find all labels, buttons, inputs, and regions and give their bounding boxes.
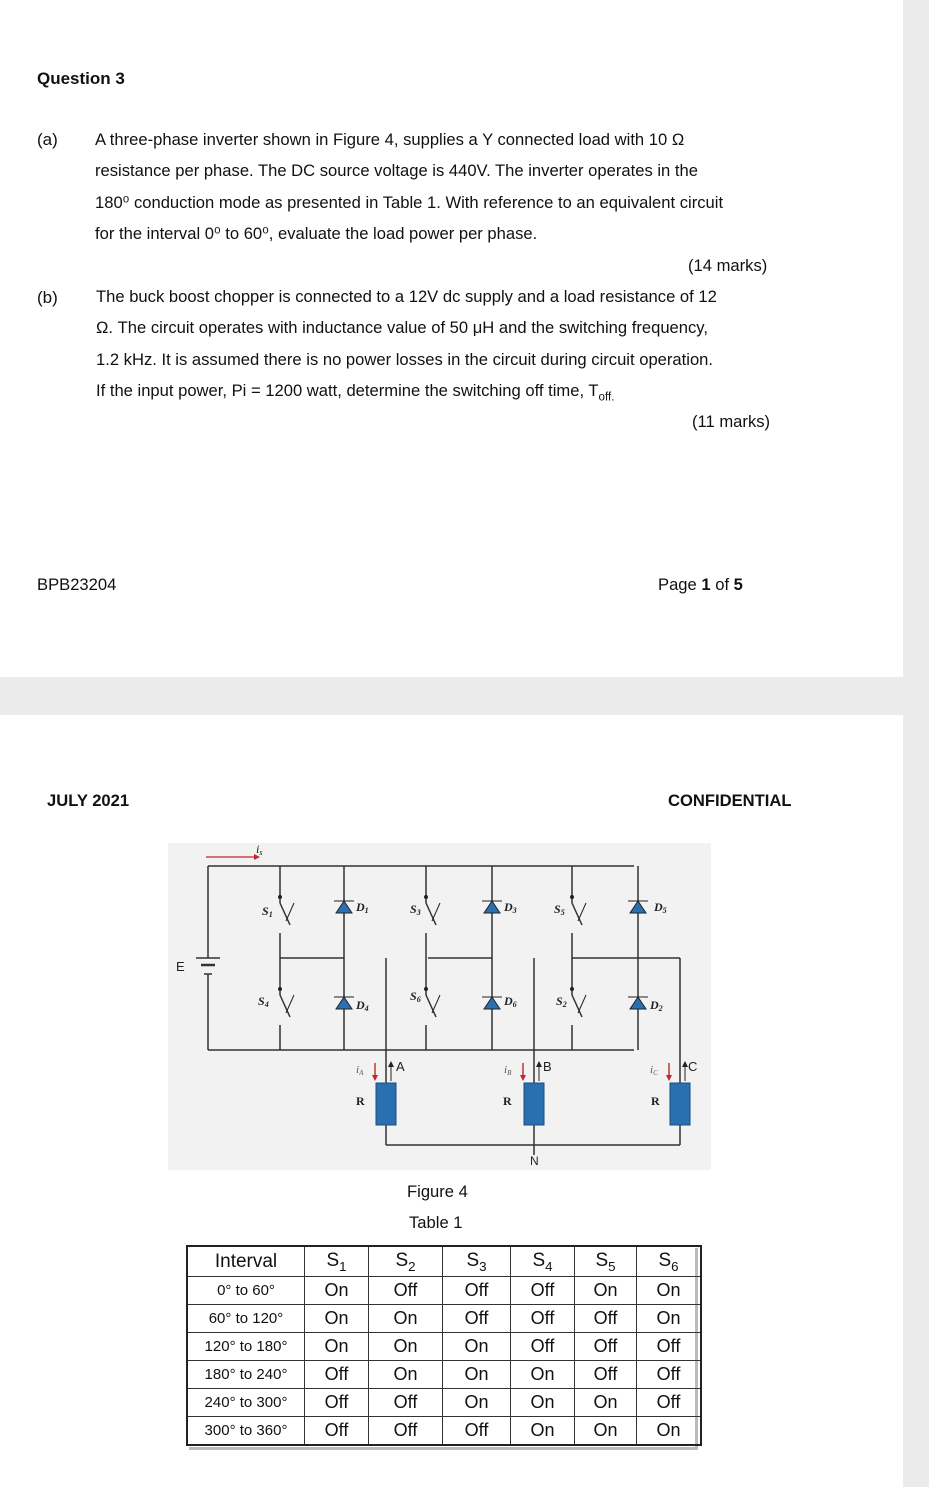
cell-state: On	[575, 1277, 637, 1305]
is-sub: s	[259, 848, 263, 857]
part-b-line: Ω. The circuit operates with inductance value of 50 μH and the switching frequency,	[96, 318, 708, 338]
table-row	[187, 1305, 701, 1333]
neutral-n-label: N	[530, 1154, 539, 1168]
inverter-circuit-diagram	[168, 843, 711, 1170]
cell-interval: 240° to 300°	[187, 1389, 305, 1417]
part-a-line: 180⁰ conduction mode as presented in Table 1. With reference to an equivalent circuit	[95, 192, 724, 212]
cell-state: On	[305, 1277, 369, 1305]
cell-state: Off	[305, 1389, 369, 1417]
course-code: BPB23204	[37, 575, 117, 594]
toff-subscript: off.	[598, 390, 615, 404]
cell-interval: 0° to 60°	[187, 1277, 305, 1305]
cell-state: On	[443, 1389, 511, 1417]
cell-state: On	[637, 1417, 702, 1446]
header-s3: $S_3$	[443, 1246, 511, 1277]
cell-state: On	[369, 1361, 443, 1389]
resistor-rc-label: R	[651, 1094, 660, 1108]
cell-state: Off	[369, 1277, 443, 1305]
page-separator	[0, 677, 903, 715]
part-b-line: If the input power, Pi = 1200 watt, determine the switching off time, T	[96, 380, 599, 400]
part-b-label: (b)	[37, 288, 58, 307]
cell-state: Off	[637, 1333, 702, 1361]
table-caption: Table 1	[409, 1213, 463, 1232]
cell-state: On	[575, 1389, 637, 1417]
resistor-rb-label: R	[503, 1094, 512, 1108]
cell-state: On	[511, 1361, 575, 1389]
source-e-label: E	[176, 959, 185, 974]
page-mid: of	[710, 575, 734, 594]
part-b-line: 1.2 kHz. It is assumed there is no power losses in the circuit during circuit operation.	[96, 349, 714, 369]
cell-state: On	[637, 1277, 702, 1305]
scroll-gutter	[903, 0, 929, 1487]
part-b-marks: (11 marks)	[692, 412, 771, 431]
cell-state: Off	[443, 1277, 511, 1305]
switching-table	[186, 1245, 702, 1446]
switch-s4-label: S4	[258, 994, 269, 1009]
cell-state: Off	[575, 1333, 637, 1361]
cell-state: On	[369, 1305, 443, 1333]
diode-d3-label: D3	[504, 900, 517, 915]
part-a-label: (a)	[37, 130, 58, 149]
header-s5: $S_5$	[575, 1246, 637, 1277]
cell-state: Off	[637, 1389, 702, 1417]
cell-interval: 180° to 240°	[187, 1361, 305, 1389]
part-a-line: for the interval 0⁰ to 60⁰, evaluate the load power per phase.	[95, 223, 538, 243]
page-number	[658, 575, 743, 595]
phase-b-label: B	[543, 1059, 552, 1074]
diode-d6-label: D6	[504, 994, 517, 1009]
switch-s5-label: S5	[554, 902, 565, 917]
cell-state: Off	[369, 1417, 443, 1446]
current-ib-label: iB	[504, 1064, 512, 1077]
phase-a-label: A	[396, 1059, 405, 1074]
phase-c-label: C	[688, 1059, 698, 1074]
table-row	[187, 1333, 701, 1361]
figure-caption: Figure 4	[407, 1182, 468, 1201]
part-a-marks: (14 marks)	[688, 256, 768, 275]
part-b-line-last	[96, 375, 796, 413]
cell-state: Off	[575, 1305, 637, 1333]
table-row	[187, 1389, 701, 1417]
switch-s1-label: S1	[262, 904, 273, 919]
cell-state: On	[637, 1305, 702, 1333]
confidential-label: CONFIDENTIAL	[668, 791, 792, 810]
cell-state: Off	[305, 1361, 369, 1389]
cell-interval: 120° to 180°	[187, 1333, 305, 1361]
part-a-line: A three-phase inverter shown in Figure 4, supplies a Y connected load with 10 Ω	[95, 130, 685, 149]
cell-state: On	[443, 1361, 511, 1389]
resistor-ra-label: R	[356, 1094, 365, 1108]
header-s1: $S_1$	[305, 1246, 369, 1277]
exam-date: JULY 2021	[47, 791, 130, 810]
diode-d2-label: D2	[650, 998, 663, 1013]
header-s4: $S_4$	[511, 1246, 575, 1277]
diode-d4-label: D4	[356, 998, 369, 1013]
switch-s2-label: S2	[556, 994, 567, 1009]
part-b-text	[96, 281, 796, 413]
page-current: 1	[701, 575, 711, 594]
cell-state: On	[575, 1417, 637, 1446]
table-row	[187, 1277, 701, 1305]
cell-state: On	[511, 1417, 575, 1446]
cell-state: Off	[511, 1305, 575, 1333]
cell-state: Off	[443, 1305, 511, 1333]
diode-d1-label: D1	[356, 900, 369, 915]
cell-state: On	[443, 1333, 511, 1361]
table-row	[187, 1417, 701, 1446]
cell-state: On	[511, 1389, 575, 1417]
cell-state: Off	[305, 1417, 369, 1446]
cell-state: Off	[511, 1277, 575, 1305]
cell-state: On	[369, 1333, 443, 1361]
header-interval: Interval	[187, 1246, 305, 1277]
switch-s6-label: S6	[410, 989, 421, 1004]
cell-state: Off	[443, 1417, 511, 1446]
cell-interval: 60° to 120°	[187, 1305, 305, 1333]
is-label: i	[256, 843, 260, 856]
cell-state: Off	[575, 1361, 637, 1389]
page-total: 5	[733, 575, 743, 594]
part-a-text	[95, 124, 795, 249]
table-row	[187, 1361, 701, 1389]
cell-state: Off	[369, 1389, 443, 1417]
question-title: Question 3	[37, 69, 125, 88]
cell-state: Off	[511, 1333, 575, 1361]
part-b-line: The buck boost chopper is connected to a 12V dc supply and a load resistance of 12	[96, 287, 717, 306]
header-s2: $S_2$	[369, 1246, 443, 1277]
switch-s3-label: S3	[410, 902, 421, 917]
table-header-row	[187, 1246, 701, 1277]
current-ic-label: iC	[650, 1064, 658, 1077]
part-a-line: resistance per phase. The DC source voltage is 440V. The inverter operates in the	[95, 161, 698, 181]
cell-state: Off	[637, 1361, 702, 1389]
page-prefix: Page	[658, 575, 702, 594]
diode-d5-label: D5	[654, 900, 667, 915]
current-ia-label: iA	[356, 1064, 364, 1077]
cell-state: On	[305, 1333, 369, 1361]
header-s6: $S_6$	[637, 1246, 702, 1277]
cell-state: On	[305, 1305, 369, 1333]
cell-interval: 300° to 360°	[187, 1417, 305, 1446]
table-shadow-bottom	[189, 1447, 698, 1450]
